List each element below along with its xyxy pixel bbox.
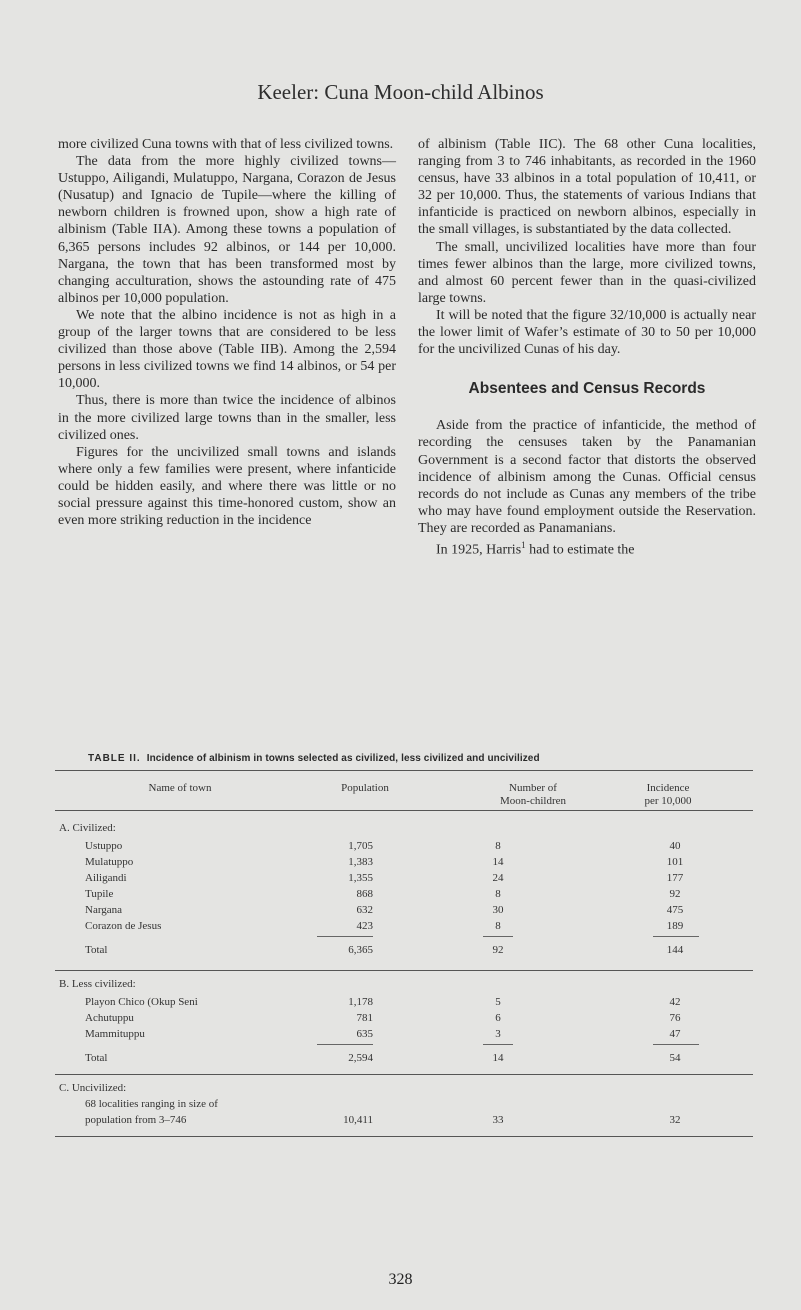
town-description: population from 3–746 (85, 1114, 187, 1126)
subtotal-rule (653, 1044, 699, 1045)
subtotal-rule (483, 1044, 513, 1045)
town-name: Nargana (85, 904, 123, 916)
last-line-rest: had to estimate the (525, 542, 635, 558)
town-name: Corazon de Jesus (85, 920, 162, 932)
running-header: Keeler: Cuna Moon-child Albinos (257, 80, 544, 104)
table-row (55, 1028, 753, 1044)
moon-children: 8 (495, 920, 501, 932)
table-row (55, 1012, 753, 1028)
incidence: 189 (666, 920, 684, 932)
paragraph: more civilized Cuna towns with that of less civilized towns. (58, 137, 394, 152)
moon-children: 14 (492, 1052, 504, 1064)
paragraph: Aside from the practice of infanticide, the method of recording the censuses taken by the Panamanian Government is a second factor that distorts the observed incidence of albinism among the Cunas. Official census records do not include as Cunas any members of the tribe who may have found employment outside the Reservation. They are recorded as Panamanians. (418, 418, 756, 536)
moon-children: 33 (492, 1114, 504, 1126)
header-number-line1: Number of (509, 782, 557, 794)
subtotal-rule (317, 936, 373, 937)
moon-children: 8 (495, 840, 501, 852)
incidence: 42 (669, 996, 681, 1008)
table-header-rule (55, 810, 753, 811)
incidence: 177 (666, 872, 684, 884)
header-population: Population (341, 782, 389, 794)
section-b-title-row (55, 978, 753, 994)
subtotal-rule (483, 936, 513, 937)
subtotal-rule (653, 936, 699, 937)
paragraph: Figures for the uncivilized small towns and islands where only a few families were present, where infanticide could be hidden easily, and where there was little or no social pressure against this time-honored custom, show an even more striking reduction in the incidence (58, 444, 396, 529)
incidence: 92 (669, 888, 681, 900)
paragraph: The small, uncivilized localities have more than four times fewer albinos than the large, more civilized towns, and almost 60 percent fewer than in the quasi-civilized large towns. (418, 239, 756, 306)
total-label: Total (85, 1052, 108, 1064)
moon-children: 8 (495, 888, 501, 900)
town-name: Ailigandi (85, 872, 127, 884)
table-row (55, 888, 753, 904)
header-number-line2: Moon-children (500, 795, 566, 807)
moon-children: 5 (495, 996, 501, 1008)
town-name: Ustuppo (85, 840, 123, 852)
section-c-title-row (55, 1082, 753, 1098)
table-row (55, 996, 753, 1012)
population: 1,178 (348, 996, 373, 1008)
incidence: 40 (669, 840, 681, 852)
town-description: 68 localities ranging in size of (85, 1098, 218, 1110)
table-row (55, 920, 753, 936)
population: 10,411 (343, 1114, 373, 1126)
total-label: Total (85, 944, 108, 956)
town-name: Mammituppu (85, 1028, 145, 1040)
table-bottom-rule (55, 1136, 753, 1137)
population: 1,705 (348, 840, 373, 852)
paragraph-last-line (418, 537, 756, 559)
header-incidence-line2: per 10,000 (644, 795, 692, 807)
moon-children: 24 (492, 872, 504, 884)
paragraph: It will be noted that the figure 32/10,000 is actually near the lower limit of Wafer’s estimate of 30 to 50 per 10,000 for the uncivilized Cunas of his day. (418, 307, 756, 358)
section-rule (55, 970, 753, 971)
header-number (463, 782, 603, 808)
population: 635 (356, 1028, 373, 1040)
paragraph: Thus, there is more than twice the incidence of albinos in the more civilized large towns than in the smaller, less civilized ones. (58, 393, 396, 443)
moon-children: 30 (492, 904, 504, 916)
incidence: 475 (666, 904, 684, 916)
incidence: 76 (669, 1012, 681, 1024)
population: 1,383 (348, 856, 373, 868)
section-a-title: A. Civilized: (59, 822, 116, 834)
section-rule (55, 1074, 753, 1075)
table-top-rule (55, 770, 753, 771)
table-label: TABLE II. (88, 753, 141, 764)
section-a-title-row (55, 822, 753, 838)
population: 868 (356, 888, 373, 900)
moon-children: 3 (495, 1028, 501, 1040)
table-row (55, 840, 753, 856)
section-c-title: C. Uncivilized: (59, 1082, 127, 1094)
moon-children: 14 (492, 856, 504, 868)
page-number: 328 (388, 1271, 413, 1288)
header-incidence-line1: Incidence (646, 782, 690, 794)
population: 6,365 (348, 944, 373, 956)
footnote-ref: 1 (521, 539, 526, 550)
town-name: Achutuppu (85, 1012, 134, 1024)
moon-children: 92 (492, 944, 504, 956)
section-heading: Absentees and Census Records (468, 380, 706, 398)
left-column (58, 136, 396, 529)
incidence: 47 (669, 1028, 681, 1040)
paragraph: of albinism (Table IIC). The 68 other Cuna localities, ranging from 3 to 746 inhabitants, as recorded in the 1960 census, have 33 albinos in a total population of 10,411, or 32 per 10,000. Thus, the statements of various Indians that infanticide is practiced on newborn albinos, especially in the small villages, is substantiated by the data collected. (418, 137, 756, 238)
town-name: Playon Chico (Okup Seni (85, 996, 198, 1008)
data-table (55, 770, 753, 1300)
right-column (418, 136, 756, 559)
town-name: Mulatuppo (85, 856, 134, 868)
incidence: 54 (669, 1052, 681, 1064)
population: 781 (356, 1012, 373, 1024)
header-incidence (613, 782, 723, 808)
paragraph: We note that the albino incidence is not as high in a group of the larger towns that are considered to be less civilized than those above (Table IIB). Among the 2,594 persons in less civilized towns we find 14 albinos, or 54 per 10,000. (58, 307, 396, 392)
population: 632 (356, 904, 373, 916)
table-row (55, 904, 753, 920)
header-name: Name of town (148, 782, 212, 794)
subtotal-rule (317, 1044, 373, 1045)
total-row (55, 1052, 753, 1068)
incidence: 144 (666, 944, 684, 956)
table-row (55, 856, 753, 872)
town-name: Tupile (85, 888, 114, 900)
table-row (55, 1098, 753, 1114)
paragraph: The data from the more highly civilized towns—Ustuppo, Ailigandi, Mulatuppo, Nargana, Corazon de Jesus (Nusatup) and Ignacio de Tupile—where the killing of newborn children is frowned upon, show a high rate of albinism (Table IIA). Among these towns a population of 6,365 persons includes 92 albinos, or 144 per 10,000. Nargana, the town that has been transformed most by changing acculturation, shows the astounding rate of 475 albinos per 10,000 population. (58, 154, 396, 306)
table-caption (88, 753, 778, 764)
table-row (55, 1114, 753, 1130)
population: 423 (356, 920, 373, 932)
table-caption-text: Incidence of albinism in towns selected as civilized, less civilized and uncivilized (146, 753, 540, 764)
population: 1,355 (348, 872, 373, 884)
incidence: 101 (666, 856, 684, 868)
population: 2,594 (348, 1052, 373, 1064)
last-line-text: In 1925, Harris (436, 542, 522, 558)
incidence: 32 (669, 1114, 681, 1126)
section-b-title: B. Less civilized: (59, 978, 136, 990)
moon-children: 6 (495, 1012, 501, 1024)
total-row (55, 944, 753, 960)
table-row (55, 872, 753, 888)
